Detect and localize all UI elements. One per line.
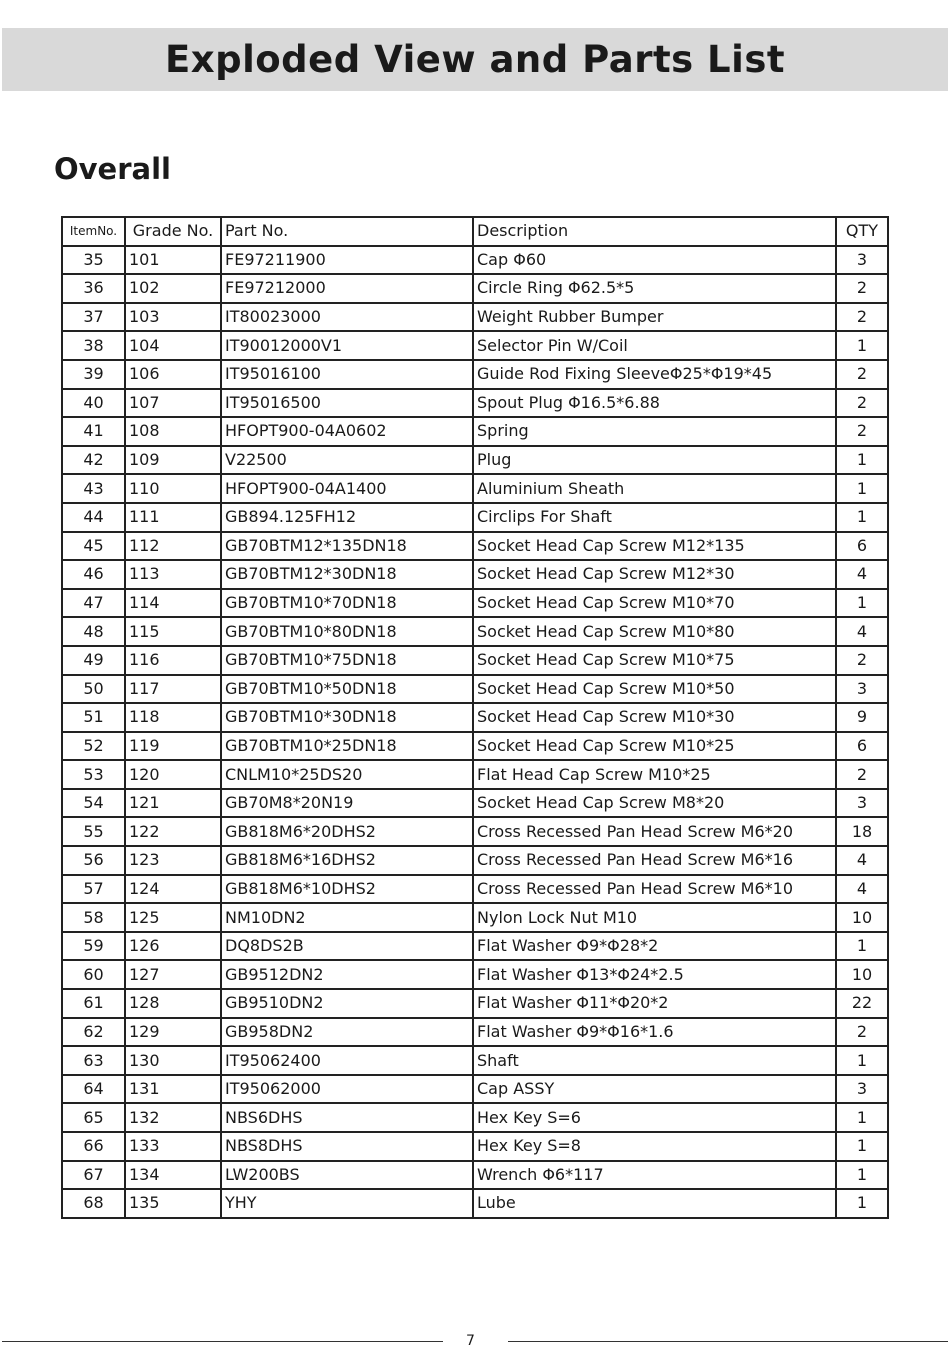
cell-part-no: IT80023000 <box>221 303 473 332</box>
table-row <box>62 903 888 932</box>
cell-grade-no: 116 <box>125 646 221 675</box>
cell-part-no: YHY <box>221 1189 473 1218</box>
cell-part-no: HFOPT900-04A1400 <box>221 474 473 503</box>
cell-item-no: 50 <box>62 675 125 704</box>
cell-part-no: GB70BTM10*50DN18 <box>221 675 473 704</box>
cell-qty: 3 <box>836 675 888 704</box>
cell-item-no: 46 <box>62 560 125 589</box>
cell-part-no: GB9510DN2 <box>221 989 473 1018</box>
cell-description: Aluminium Sheath <box>473 474 836 503</box>
cell-part-no: FE97212000 <box>221 274 473 303</box>
cell-description: Cross Recessed Pan Head Screw M6*10 <box>473 875 836 904</box>
cell-description: Cross Recessed Pan Head Screw M6*16 <box>473 846 836 875</box>
cell-description: Socket Head Cap Screw M8*20 <box>473 789 836 818</box>
cell-qty: 2 <box>836 760 888 789</box>
cell-item-no: 61 <box>62 989 125 1018</box>
parts-table <box>61 216 889 1219</box>
cell-qty: 6 <box>836 532 888 561</box>
table-row <box>62 789 888 818</box>
cell-grade-no: 106 <box>125 360 221 389</box>
cell-part-no: GB70BTM12*30DN18 <box>221 560 473 589</box>
cell-part-no: GB818M6*20DHS2 <box>221 817 473 846</box>
cell-part-no: IT90012000V1 <box>221 331 473 360</box>
cell-grade-no: 101 <box>125 246 221 275</box>
table-row <box>62 503 888 532</box>
column-header-description: Description <box>473 217 836 246</box>
cell-part-no: CNLM10*25DS20 <box>221 760 473 789</box>
cell-grade-no: 126 <box>125 932 221 961</box>
cell-item-no: 43 <box>62 474 125 503</box>
cell-qty: 2 <box>836 1018 888 1047</box>
section-heading: Overall <box>54 152 171 186</box>
cell-grade-no: 124 <box>125 875 221 904</box>
table-row <box>62 474 888 503</box>
cell-description: Lube <box>473 1189 836 1218</box>
cell-description: Socket Head Cap Screw M10*75 <box>473 646 836 675</box>
table-row <box>62 932 888 961</box>
cell-part-no: FE97211900 <box>221 246 473 275</box>
cell-part-no: GB70BTM10*75DN18 <box>221 646 473 675</box>
table-row <box>62 989 888 1018</box>
cell-item-no: 39 <box>62 360 125 389</box>
cell-description: Socket Head Cap Screw M10*50 <box>473 675 836 704</box>
cell-description: Nylon Lock Nut M10 <box>473 903 836 932</box>
cell-grade-no: 111 <box>125 503 221 532</box>
cell-qty: 1 <box>836 1132 888 1161</box>
cell-grade-no: 107 <box>125 389 221 418</box>
cell-item-no: 44 <box>62 503 125 532</box>
table-row <box>62 703 888 732</box>
cell-grade-no: 109 <box>125 446 221 475</box>
table-row <box>62 360 888 389</box>
cell-grade-no: 108 <box>125 417 221 446</box>
cell-item-no: 49 <box>62 646 125 675</box>
cell-part-no: LW200BS <box>221 1161 473 1190</box>
cell-grade-no: 120 <box>125 760 221 789</box>
cell-grade-no: 114 <box>125 589 221 618</box>
table-row <box>62 331 888 360</box>
cell-qty: 1 <box>836 1103 888 1132</box>
cell-qty: 3 <box>836 246 888 275</box>
cell-item-no: 40 <box>62 389 125 418</box>
cell-grade-no: 113 <box>125 560 221 589</box>
cell-description: Socket Head Cap Screw M10*80 <box>473 617 836 646</box>
cell-qty: 9 <box>836 703 888 732</box>
cell-qty: 1 <box>836 589 888 618</box>
cell-item-no: 63 <box>62 1046 125 1075</box>
cell-qty: 10 <box>836 903 888 932</box>
column-header-qty: QTY <box>836 217 888 246</box>
footer-rule-left <box>2 1341 443 1342</box>
cell-part-no: NM10DN2 <box>221 903 473 932</box>
cell-item-no: 67 <box>62 1161 125 1190</box>
table-row <box>62 389 888 418</box>
table-row <box>62 1103 888 1132</box>
table-row <box>62 589 888 618</box>
cell-item-no: 41 <box>62 417 125 446</box>
cell-qty: 1 <box>836 932 888 961</box>
cell-qty: 1 <box>836 1189 888 1218</box>
cell-description: Circle Ring Φ62.5*5 <box>473 274 836 303</box>
cell-item-no: 60 <box>62 960 125 989</box>
column-header-item-no: ItemNo. <box>62 217 125 246</box>
table-row <box>62 560 888 589</box>
table-row <box>62 760 888 789</box>
cell-part-no: GB894.125FH12 <box>221 503 473 532</box>
cell-qty: 1 <box>836 474 888 503</box>
cell-grade-no: 127 <box>125 960 221 989</box>
cell-description: Flat Washer Φ9*Φ28*2 <box>473 932 836 961</box>
cell-grade-no: 123 <box>125 846 221 875</box>
cell-part-no: HFOPT900-04A0602 <box>221 417 473 446</box>
cell-description: Cap Φ60 <box>473 246 836 275</box>
cell-description: Circlips For Shaft <box>473 503 836 532</box>
cell-grade-no: 133 <box>125 1132 221 1161</box>
cell-qty: 3 <box>836 1075 888 1104</box>
cell-part-no: NBS6DHS <box>221 1103 473 1132</box>
table-row <box>62 646 888 675</box>
cell-description: Plug <box>473 446 836 475</box>
cell-item-no: 65 <box>62 1103 125 1132</box>
cell-grade-no: 131 <box>125 1075 221 1104</box>
cell-grade-no: 135 <box>125 1189 221 1218</box>
table-row <box>62 1046 888 1075</box>
cell-description: Selector Pin W/Coil <box>473 331 836 360</box>
cell-item-no: 36 <box>62 274 125 303</box>
table-row <box>62 274 888 303</box>
cell-part-no: IT95016100 <box>221 360 473 389</box>
cell-item-no: 57 <box>62 875 125 904</box>
cell-qty: 1 <box>836 1046 888 1075</box>
title-banner <box>2 28 948 91</box>
page-title: Exploded View and Parts List <box>164 38 786 81</box>
cell-item-no: 56 <box>62 846 125 875</box>
table-row <box>62 303 888 332</box>
cell-qty: 1 <box>836 503 888 532</box>
cell-description: Socket Head Cap Screw M12*30 <box>473 560 836 589</box>
cell-grade-no: 134 <box>125 1161 221 1190</box>
table-row <box>62 846 888 875</box>
cell-item-no: 42 <box>62 446 125 475</box>
cell-grade-no: 117 <box>125 675 221 704</box>
table-row <box>62 446 888 475</box>
cell-qty: 2 <box>836 646 888 675</box>
cell-qty: 18 <box>836 817 888 846</box>
cell-item-no: 55 <box>62 817 125 846</box>
table-row <box>62 1018 888 1047</box>
cell-qty: 2 <box>836 360 888 389</box>
cell-part-no: IT95062000 <box>221 1075 473 1104</box>
cell-grade-no: 104 <box>125 331 221 360</box>
table-row <box>62 532 888 561</box>
cell-qty: 4 <box>836 617 888 646</box>
cell-qty: 2 <box>836 303 888 332</box>
cell-description: Socket Head Cap Screw M10*25 <box>473 732 836 761</box>
cell-description: Socket Head Cap Screw M10*70 <box>473 589 836 618</box>
cell-qty: 6 <box>836 732 888 761</box>
cell-grade-no: 129 <box>125 1018 221 1047</box>
cell-part-no: GB818M6*16DHS2 <box>221 846 473 875</box>
cell-part-no: GB958DN2 <box>221 1018 473 1047</box>
cell-part-no: GB70BTM10*30DN18 <box>221 703 473 732</box>
cell-item-no: 59 <box>62 932 125 961</box>
cell-qty: 10 <box>836 960 888 989</box>
cell-description: Flat Washer Φ11*Φ20*2 <box>473 989 836 1018</box>
cell-description: Cross Recessed Pan Head Screw M6*20 <box>473 817 836 846</box>
table-row <box>62 417 888 446</box>
table-row <box>62 617 888 646</box>
cell-grade-no: 125 <box>125 903 221 932</box>
cell-grade-no: 119 <box>125 732 221 761</box>
cell-description: Flat Washer Φ13*Φ24*2.5 <box>473 960 836 989</box>
column-header-grade-no: Grade No. <box>125 217 221 246</box>
cell-qty: 2 <box>836 389 888 418</box>
cell-grade-no: 128 <box>125 989 221 1018</box>
column-header-part-no: Part No. <box>221 217 473 246</box>
cell-item-no: 64 <box>62 1075 125 1104</box>
cell-description: Guide Rod Fixing SleeveΦ25*Φ19*45 <box>473 360 836 389</box>
cell-description: Hex Key S=6 <box>473 1103 836 1132</box>
cell-qty: 1 <box>836 446 888 475</box>
cell-description: Flat Washer Φ9*Φ16*1.6 <box>473 1018 836 1047</box>
cell-qty: 1 <box>836 1161 888 1190</box>
cell-grade-no: 102 <box>125 274 221 303</box>
cell-qty: 2 <box>836 274 888 303</box>
cell-part-no: NBS8DHS <box>221 1132 473 1161</box>
table-row <box>62 960 888 989</box>
cell-description: Socket Head Cap Screw M12*135 <box>473 532 836 561</box>
cell-qty: 4 <box>836 875 888 904</box>
table-row <box>62 1189 888 1218</box>
cell-part-no: V22500 <box>221 446 473 475</box>
cell-description: Cap ASSY <box>473 1075 836 1104</box>
table-row <box>62 246 888 275</box>
cell-item-no: 38 <box>62 331 125 360</box>
cell-description: Wrench Φ6*117 <box>473 1161 836 1190</box>
cell-part-no: IT95062400 <box>221 1046 473 1075</box>
table-row <box>62 1161 888 1190</box>
cell-item-no: 54 <box>62 789 125 818</box>
footer-rule-right <box>508 1341 948 1342</box>
cell-part-no: GB70M8*20N19 <box>221 789 473 818</box>
cell-item-no: 58 <box>62 903 125 932</box>
cell-item-no: 68 <box>62 1189 125 1218</box>
cell-item-no: 51 <box>62 703 125 732</box>
cell-item-no: 37 <box>62 303 125 332</box>
cell-part-no: GB70BTM10*70DN18 <box>221 589 473 618</box>
parts-table-body <box>62 246 888 1218</box>
cell-item-no: 45 <box>62 532 125 561</box>
cell-item-no: 48 <box>62 617 125 646</box>
cell-description: Socket Head Cap Screw M10*30 <box>473 703 836 732</box>
cell-part-no: GB70BTM12*135DN18 <box>221 532 473 561</box>
cell-qty: 22 <box>836 989 888 1018</box>
cell-item-no: 53 <box>62 760 125 789</box>
table-header-row <box>62 217 888 246</box>
table-row <box>62 732 888 761</box>
cell-qty: 1 <box>836 331 888 360</box>
cell-grade-no: 118 <box>125 703 221 732</box>
cell-item-no: 47 <box>62 589 125 618</box>
cell-qty: 2 <box>836 417 888 446</box>
cell-item-no: 52 <box>62 732 125 761</box>
cell-description: Flat Head Cap Screw M10*25 <box>473 760 836 789</box>
table-row <box>62 817 888 846</box>
cell-part-no: GB9512DN2 <box>221 960 473 989</box>
cell-grade-no: 132 <box>125 1103 221 1132</box>
cell-qty: 4 <box>836 560 888 589</box>
cell-grade-no: 121 <box>125 789 221 818</box>
table-row <box>62 1075 888 1104</box>
cell-grade-no: 103 <box>125 303 221 332</box>
cell-grade-no: 110 <box>125 474 221 503</box>
cell-part-no: IT95016500 <box>221 389 473 418</box>
cell-part-no: GB818M6*10DHS2 <box>221 875 473 904</box>
cell-qty: 3 <box>836 789 888 818</box>
table-row <box>62 675 888 704</box>
cell-description: Spout Plug Φ16.5*6.88 <box>473 389 836 418</box>
cell-grade-no: 115 <box>125 617 221 646</box>
page-number: 7 <box>466 1333 475 1349</box>
cell-item-no: 35 <box>62 246 125 275</box>
cell-grade-no: 112 <box>125 532 221 561</box>
cell-item-no: 62 <box>62 1018 125 1047</box>
cell-part-no: DQ8DS2B <box>221 932 473 961</box>
table-row <box>62 1132 888 1161</box>
cell-grade-no: 130 <box>125 1046 221 1075</box>
cell-part-no: GB70BTM10*80DN18 <box>221 617 473 646</box>
table-row <box>62 875 888 904</box>
cell-description: Hex Key S=8 <box>473 1132 836 1161</box>
cell-description: Shaft <box>473 1046 836 1075</box>
cell-part-no: GB70BTM10*25DN18 <box>221 732 473 761</box>
cell-grade-no: 122 <box>125 817 221 846</box>
cell-item-no: 66 <box>62 1132 125 1161</box>
cell-description: Weight Rubber Bumper <box>473 303 836 332</box>
cell-description: Spring <box>473 417 836 446</box>
cell-qty: 4 <box>836 846 888 875</box>
